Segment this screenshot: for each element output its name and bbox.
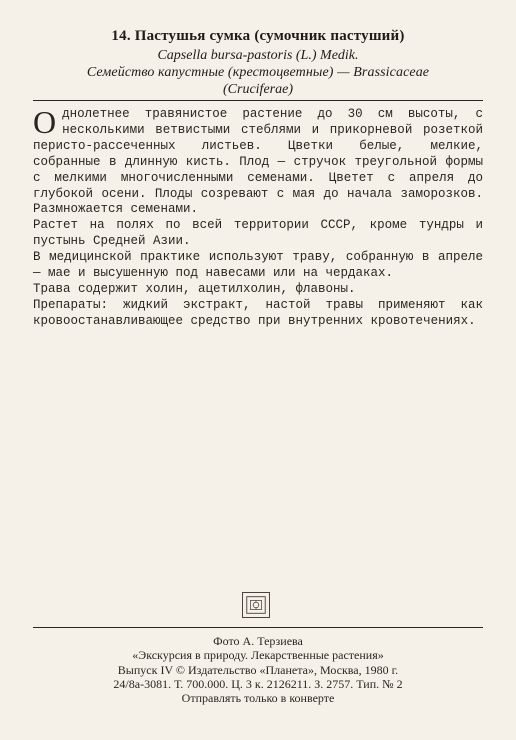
bottom-divider [33, 627, 483, 628]
paragraph-habitat: Растет на полях по всей территории СССР, кроме тундры и пустынь Средней Азии. [33, 218, 483, 249]
family-line-2: (Cruciferae) [223, 82, 293, 97]
print-codes: 24/8а-3081. Т. 700.000. Ц. 3 к. 2126211. З. 2757. Тип. № 2 [113, 676, 403, 691]
top-divider [33, 100, 483, 101]
paragraph-text: днолетнее травянистое растение до 30 см высоты, с несколькими ветвистыми стеблями и прикорневой розеткой перисто-рассеченных листьев. Цветки белые, мелкие, собранные в длинную кисть. Плод — стручок треугольной формы с мелкими многочисленными семенами. Цветет с апреля до глубокой осени. Плоды созревают с мая до начала заморозков. Размножается семенами. [33, 107, 483, 217]
paragraph-preparations: Препараты: жидкий экстракт, настой травы применяют как кровоостанавливающее средство при внутренних кровотечениях. [33, 297, 483, 328]
series-name: «Экскурсия в природу. Лекарственные растения» [132, 648, 384, 663]
imprint-block [0, 634, 516, 705]
paragraph-description [33, 104, 483, 218]
publisher-line: Выпуск IV © Издательство «Планета», Москва, 1980 г. [117, 662, 399, 677]
paragraph-composition: Трава содержит холин, ацетилхолин, флавоны. [33, 281, 356, 296]
publisher-logo-icon [242, 592, 270, 618]
photo-credit: Фото А. Терзиева [213, 634, 303, 648]
paragraph-usage: В медицинской практике используют траву, собранную в апреле — мае и высушенную под навесами или на чердаках. [33, 250, 483, 281]
drop-cap: О [33, 104, 57, 140]
description-text [33, 104, 483, 330]
plant-title: 14. Пастушья сумка (сумочник пастуший) [111, 28, 405, 44]
family-line-1: Семейство капустные (крестоцветные) — Brassicaceae [86, 65, 430, 80]
mailing-note: Отправлять только в конверте [181, 691, 335, 706]
latin-name: Capsella bursa-pastoris (L.) Medik. [157, 48, 359, 63]
